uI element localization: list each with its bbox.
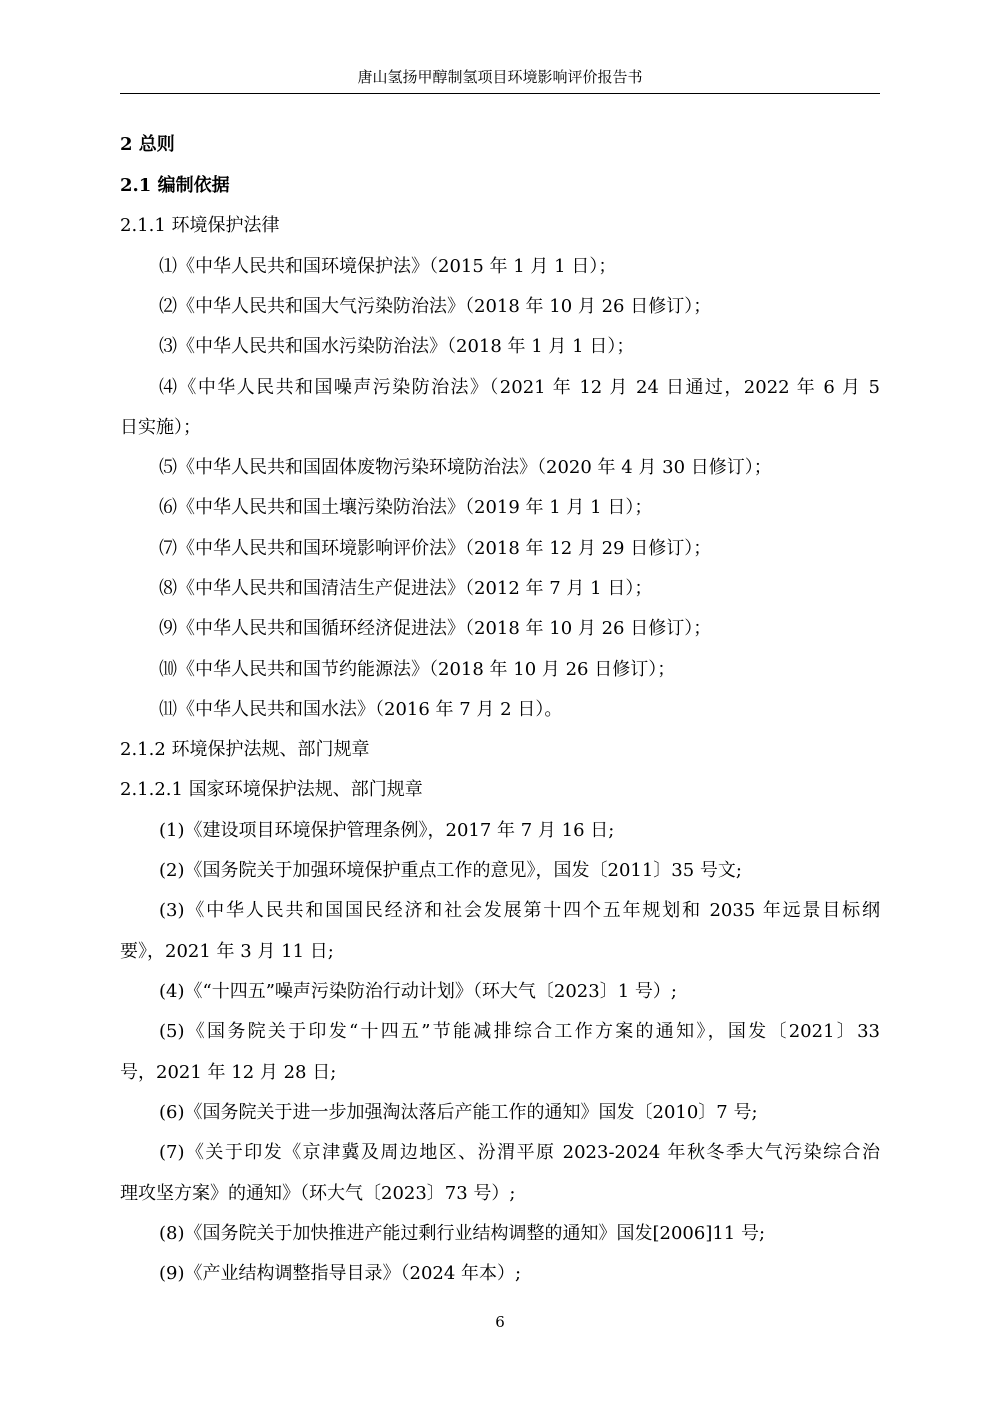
law-item: ⑸《中华人民共和国固体废物污染环境防治法》（2020 年 4 月 30 日修订）； — [159, 457, 772, 478]
law-item-continuation: 日实施）； — [120, 417, 201, 438]
regulation-item: (1)《建设项目环境保护管理条例》，2017 年 7 月 16 日; — [159, 820, 615, 841]
regulation-item-continuation: 要》，2021 年 3 月 11 日; — [120, 941, 334, 962]
law-item: ⑽《中华人民共和国节约能源法》（2018 年 10 月 26 日修订）； — [159, 659, 676, 680]
page-number: 6 — [495, 1313, 505, 1331]
regulation-item-continuation: 号，2021 年 12 月 28 日; — [120, 1062, 337, 1083]
law-item: ⑾《中华人民共和国水法》（2016 年 7 月 2 日）。 — [159, 699, 563, 720]
law-item: ⑵《中华人民共和国大气污染防治法》（2018 年 10 月 26 日修订）； — [159, 296, 712, 317]
chapter-heading: 2 总则 — [120, 134, 175, 155]
law-item: ⑼《中华人民共和国循环经济促进法》（2018 年 10 月 26 日修订）； — [159, 618, 712, 639]
subsection-heading-2-1-2: 2.1.2 环境保护法规、部门规章 — [120, 739, 370, 760]
subsection-heading-2-1-1: 2.1.1 环境保护法律 — [120, 215, 280, 236]
law-item: ⑷《中华人民共和国噪声污染防治法》（2021 年 12 月 24 日通过，2022 年 6 月 5 — [159, 377, 880, 398]
regulation-item: (7)《关于印发《京津冀及周边地区、汾渭平原 2023-2024 年秋冬季大气污染综合治 — [159, 1142, 880, 1163]
section-heading-2-1: 2.1 编制依据 — [120, 175, 230, 196]
regulation-item: (5)《国务院关于印发“十四五”节能减排综合工作方案的通知》，国发〔2021〕33 — [159, 1021, 880, 1042]
regulation-item-continuation: 理攻坚方案》的通知》（环大气〔2023〕73 号）; — [120, 1183, 516, 1204]
regulation-item: (3)《中华人民共和国国民经济和社会发展第十四个五年规划和 2035 年远景目标纲 — [159, 900, 880, 921]
header-divider — [120, 93, 880, 94]
law-item: ⑻《中华人民共和国清洁生产促进法》（2012 年 7 月 1 日）； — [159, 578, 653, 599]
regulation-item: (4)《“十四五”噪声污染防治行动计划》（环大气〔2023〕1 号）; — [159, 981, 677, 1002]
law-item: ⑺《中华人民共和国环境影响评价法》（2018 年 12 月 29 日修订）； — [159, 538, 712, 559]
subsection-heading-2-1-2-1: 2.1.2.1 国家环境保护法规、部门规章 — [120, 779, 423, 800]
regulation-item: (9)《产业结构调整指导目录》（2024 年本）; — [159, 1263, 522, 1284]
law-item: ⑹《中华人民共和国土壤污染防治法》（2019 年 1 月 1 日）； — [159, 497, 653, 518]
law-item: ⑶《中华人民共和国水污染防治法》（2018 年 1 月 1 日）； — [159, 336, 635, 357]
regulation-item: (6)《国务院关于进一步加强淘汰落后产能工作的通知》国发〔2010〕7 号; — [159, 1102, 758, 1123]
page-header: 唐山氢扬甲醇制氢项目环境影响评价报告书 — [357, 68, 643, 86]
regulation-item: (8)《国务院关于加快推进产能过剩行业结构调整的通知》国发[2006]11 号; — [159, 1223, 766, 1244]
regulation-item: (2)《国务院关于加强环境保护重点工作的意见》，国发〔2011〕35 号文; — [159, 860, 742, 881]
law-item: ⑴《中华人民共和国环境保护法》（2015 年 1 月 1 日）； — [159, 256, 617, 277]
